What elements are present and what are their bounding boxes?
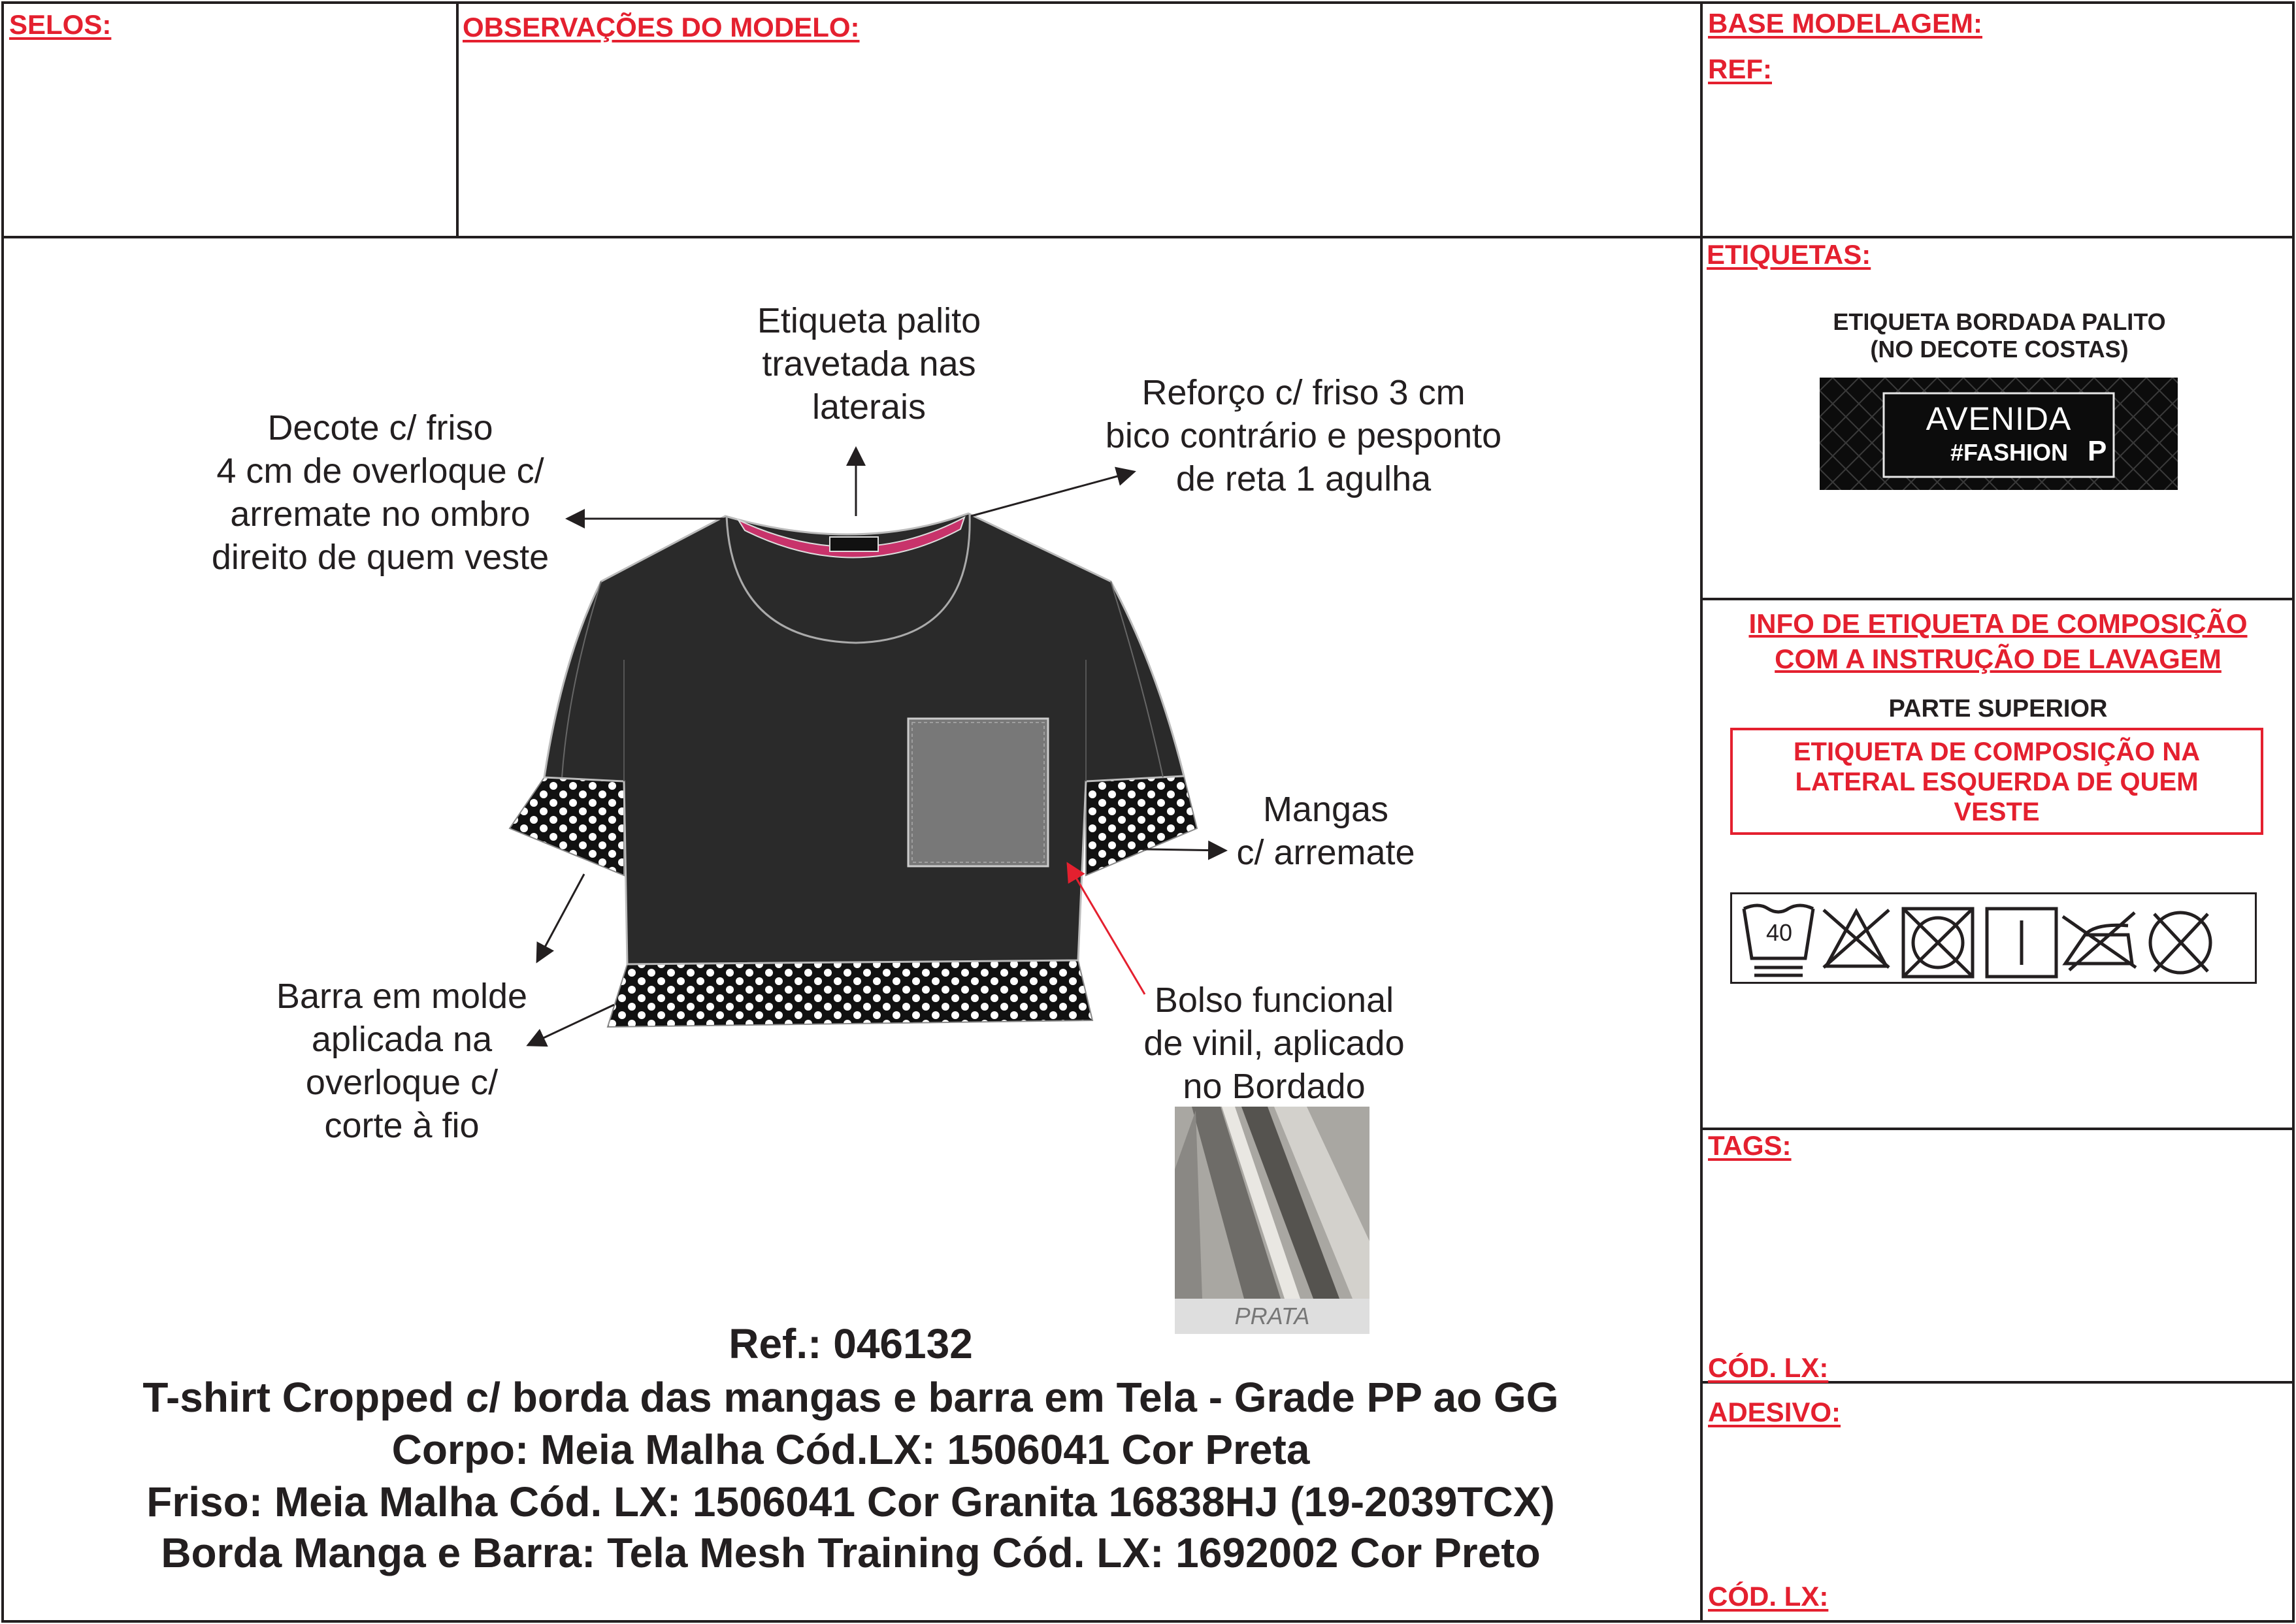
pocket <box>908 719 1048 866</box>
note-bolso-line1: Bolso funcional <box>1154 981 1394 1020</box>
right-sleeve-mesh <box>1086 776 1197 875</box>
cod-lx-tags-label: CÓD. LX: <box>1708 1352 1829 1383</box>
parte-superior: PARTE SUPERIOR <box>1888 695 2108 723</box>
no-tumble-dry-icon <box>1903 909 1973 977</box>
composicao-box-line1: ETIQUETA DE COMPOSIÇÃO NA <box>1793 738 2201 766</box>
label-caption-line1: ETIQUETA BORDADA PALITO <box>1833 308 2166 335</box>
note-etiqueta-palito <box>706 299 1032 429</box>
no-iron-icon <box>2063 913 2136 970</box>
hem-mesh <box>608 960 1092 1027</box>
prata-swatch <box>1175 1107 1369 1334</box>
note-decote-line4: direito de quem veste <box>211 538 549 577</box>
brand-tagline: #FASHION <box>1950 439 2069 466</box>
tags-label: TAGS: <box>1708 1130 1792 1161</box>
care-symbols <box>1732 894 2259 986</box>
sidebar-divider-etiquetas <box>1700 236 2295 238</box>
note-barra-line2: aplicada na <box>311 1020 493 1059</box>
description-line2: Corpo: Meia Malha Cód.LX: 1506041 Cor Preta <box>391 1426 1310 1473</box>
note-bolso-line3: no Bordado <box>1183 1067 1366 1106</box>
brand-name: AVENIDA <box>1926 400 2072 437</box>
note-decote-line1: Decote c/ friso <box>267 408 493 447</box>
cod-lx-adesivo-label: CÓD. LX: <box>1708 1581 1829 1612</box>
brand-size: P <box>2088 435 2107 467</box>
note-mangas <box>1218 788 1434 874</box>
no-dry-clean-icon <box>2150 913 2210 973</box>
note-reforco-line3: de reta 1 agulha <box>1175 459 1432 498</box>
note-mangas-line2: c/ arremate <box>1236 833 1415 872</box>
line-dry-icon <box>1987 909 2056 977</box>
note-etiqueta-line1: Etiqueta palito <box>757 301 981 340</box>
composicao-title <box>1705 606 2291 677</box>
note-barra-line3: overloque c/ <box>305 1063 499 1102</box>
composicao-title-line2: COM A INSTRUÇÃO DE LAVAGEM <box>1775 643 2222 674</box>
composicao-box-line2: LATERAL ESQUERDA DE QUEM <box>1795 768 2199 796</box>
base-modelagem-label: BASE MODELAGEM: <box>1708 8 1982 39</box>
wash-temperature: 40 <box>1766 919 1793 946</box>
selos-label: SELOS: <box>9 9 112 40</box>
composicao-title-line1: INFO DE ETIQUETA DE COMPOSIÇÃO <box>1748 608 2248 639</box>
swatch-label: PRATA <box>1234 1303 1310 1329</box>
no-bleach-icon <box>1824 910 1889 967</box>
sidebar-divider-composicao <box>1700 598 2295 600</box>
note-mangas-line1: Mangas <box>1262 790 1389 829</box>
note-decote-line2: 4 cm de overloque c/ <box>216 451 544 491</box>
neck-label <box>830 537 878 551</box>
composicao-box-text <box>1730 737 2263 827</box>
note-reforco-line1: Reforço c/ friso 3 cm <box>1141 373 1466 412</box>
description-line1: T-shirt Cropped c/ borda das mangas e barra em Tela - Grade PP ao GG <box>142 1374 1559 1421</box>
ref-label: REF: <box>1708 54 1772 84</box>
note-bolso <box>1111 979 1437 1108</box>
observacoes-label: OBSERVAÇÕES DO MODELO: <box>463 12 860 42</box>
composicao-box-line3: VESTE <box>1954 798 2040 826</box>
label-caption <box>1731 308 2267 363</box>
note-etiqueta-line3: laterais <box>812 387 927 427</box>
description-line4: Borda Manga e Barra: Tela Mesh Training Cód. LX: 1692002 Cor Preto <box>161 1529 1541 1576</box>
note-barra-line1: Barra em molde <box>276 977 528 1016</box>
care-symbols-box <box>1730 892 2257 984</box>
note-decote <box>176 406 584 579</box>
description-line3: Friso: Meia Malha Cód. LX: 1506041 Cor Granita 16838HJ (19-2039TCX) <box>146 1478 1555 1525</box>
label-caption-line2: (NO DECOTE COSTAS) <box>1870 336 2129 363</box>
note-reforco-line2: bico contrário e pesponto <box>1105 416 1502 455</box>
note-bolso-line2: de vinil, aplicado <box>1143 1024 1405 1063</box>
callout-mangas <box>1145 849 1226 851</box>
note-decote-line3: arremate no ombro <box>230 495 531 534</box>
callout-sleeve-left <box>537 874 584 962</box>
brand-label-image <box>1820 378 2178 490</box>
etiquetas-label: ETIQUETAS: <box>1707 239 1871 270</box>
note-reforco <box>1072 371 1535 500</box>
adesivo-label: ADESIVO: <box>1708 1397 1841 1427</box>
note-barra <box>248 975 555 1147</box>
left-sleeve-mesh <box>510 777 624 875</box>
note-etiqueta-line2: travetada nas <box>762 344 976 383</box>
product-ref: Ref.: 046132 <box>729 1320 973 1367</box>
note-barra-line4: corte à fio <box>324 1106 480 1145</box>
